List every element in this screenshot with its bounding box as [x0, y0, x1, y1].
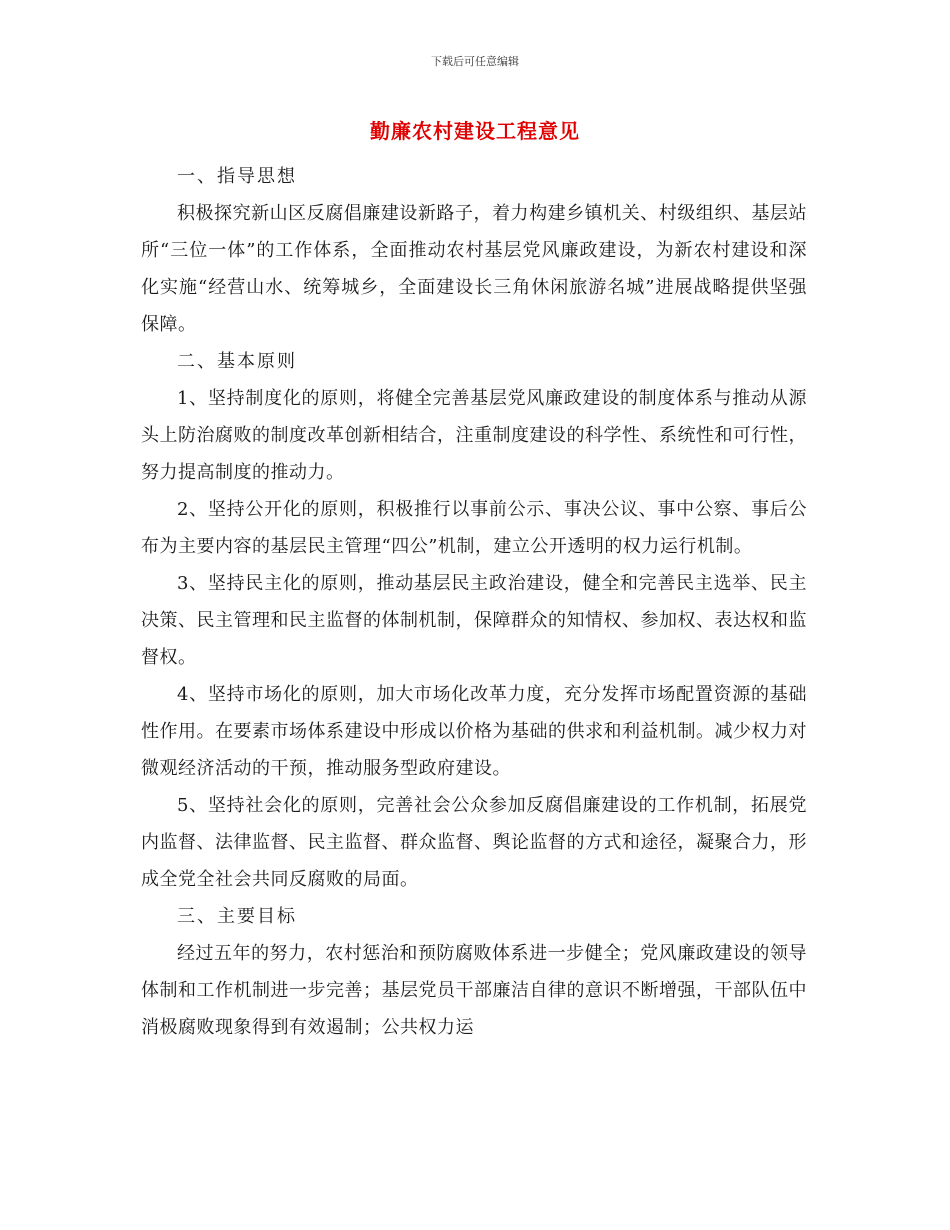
paragraph-principle-2: 2、坚持公开化的原则，积极推行以事前公示、事决公议、事中公察、事后公布为主要内容的基层民主管理“四公”机制，建立公开透明的权力运行机制。 [141, 499, 807, 557]
paragraph-principle-1: 1、坚持制度化的原则，将健全完善基层党风廉政建设的制度体系与推动从源头上防治腐败的制度改革创新相结合，注重制度建设的科学性、系统性和可行性，努力提高制度的推动力。 [141, 388, 807, 483]
paragraph-principle-5: 5、坚持社会化的原则，完善社会公众参加反腐倡廉建设的工作机制，拓展党内监督、法律监督、民主监督、群众监督、舆论监督的方式和途径，凝聚合力，形成全党全社会共同反腐败的局面。 [141, 795, 807, 890]
section-heading-basic-principles: 二、基本原则 [177, 351, 297, 372]
paragraph-main-goals: 经过五年的努力，农村惩治和预防腐败体系进一步健全；党风廉政建设的领导体制和工作机制进一步完善；基层党员干部廉洁自律的意识不断增强，干部队伍中消极腐败现象得到有效遏制；公共权力运 [141, 943, 807, 1038]
document-body [141, 158, 807, 1046]
page-header-note: 下载后可任意编辑 [431, 55, 519, 68]
paragraph-principle-4: 4、坚持市场化的原则，加大市场化改革力度，充分发挥市场配置资源的基础性作用。在要素市场体系建设中形成以价格为基础的供求和利益机制。减少权力对微观经济活动的干预，推动服务型政府建设。 [141, 684, 807, 779]
paragraph-principle-3: 3、坚持民主化的原则，推动基层民主政治建设，健全和完善民主选举、民主决策、民主管理和民主监督的体制机制，保障群众的知情权、参加权、表达权和监督权。 [141, 573, 807, 668]
section-heading-main-goals: 三、主要目标 [177, 906, 297, 927]
paragraph-guiding-ideology: 积极探究新山区反腐倡廉建设新路子，着力构建乡镇机关、村级组织、基层站所“三位一体”的工作体系，全面推动农村基层党风廉政建设，为新农村建设和深化实施“经营山水、统筹城乡，全面建设长三角休闲旅游名城”进展战略提供坚强保障。 [141, 203, 807, 335]
document-title: 勤廉农村建设工程意见 [370, 119, 580, 143]
section-heading-guiding-ideology: 一、指导思想 [177, 166, 297, 187]
